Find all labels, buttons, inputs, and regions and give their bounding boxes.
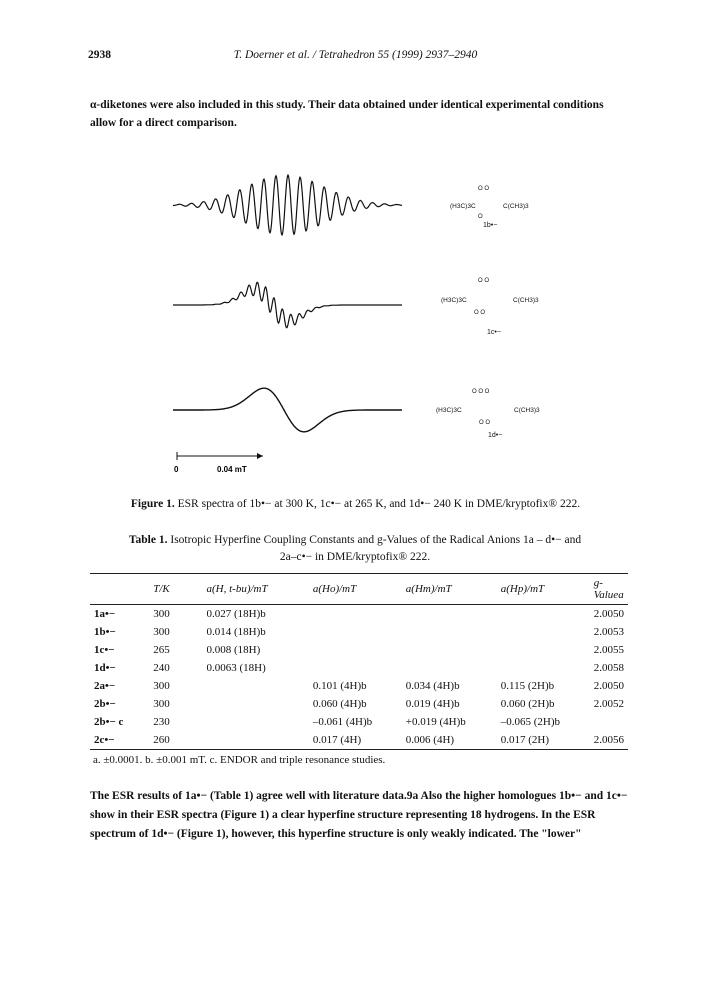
- svg-text:O O O: O O O: [472, 389, 490, 395]
- table-header: a(Hm)/mT: [402, 574, 497, 605]
- structure-1c-left-group: (H3C)3C: [441, 297, 467, 304]
- body-paragraph: The ESR results of 1a•− (Table 1) agree well with literature data.9a Also the higher homologues 1b•− and 1c•− show in their ESR spectra (Figure 1) a clear hyperfine structure representing 18 hydrogens. In the ESR spectrum of 1d•− (Figure 1), however, this hyperfine structure is only weakly indicated. The "lower": [90, 790, 628, 840]
- table-row: 2b•− 300 0.060 (4H)b 0.019 (4H)b 0.060 (2H)b 2.0052: [94, 698, 624, 710]
- scale-bar: [174, 452, 263, 474]
- table-title: [120, 532, 590, 566]
- table-header: g-Valuea: [590, 574, 628, 605]
- structure-1b-label: 1b•−: [483, 222, 498, 229]
- table-header: T/K: [149, 574, 202, 605]
- svg-text:O O: O O: [478, 186, 490, 192]
- table-row: 2b•− c 230 –0.061 (4H)b +0.019 (4H)b –0.065 (2H)b: [94, 716, 561, 728]
- table-footnote: a. ±0.0001. b. ±0.001 mT. c. ENDOR and triple resonance studies.: [93, 754, 386, 766]
- hyperfine-table: [90, 573, 628, 750]
- table-header: [90, 574, 149, 605]
- structure-1b: [450, 186, 529, 229]
- table-row: 1c•− 265 0.008 (18H) 2.0055: [94, 644, 624, 656]
- structure-1c-right-group: C(CH3)3: [513, 297, 539, 304]
- esr-spectrum-1c: [173, 282, 402, 327]
- table-row: 1b•− 300 0.014 (18H)b 2.0053: [94, 626, 624, 638]
- table-title-label: Table 1.: [128, 534, 168, 546]
- table-title-text: Isotropic Hyperfine Coupling Constants and g-Values of the Radical Anions 1a – d•− and 2a–c•− in DME/kryptofix® 222.: [170, 534, 582, 563]
- scale-bar-start: 0: [174, 465, 179, 474]
- structure-1b-left-group: (H3C)3C: [450, 203, 476, 210]
- structure-1c-label: 1c•−: [487, 329, 501, 336]
- table-row: 1d•− 240 0.0063 (18H) 2.0058: [94, 662, 624, 674]
- structure-1d-left-group: (H3C)3C: [436, 407, 462, 414]
- svg-text:O O: O O: [478, 278, 490, 284]
- svg-text:O O: O O: [474, 310, 486, 316]
- page-number: 2938: [88, 49, 111, 61]
- table-header-row: [90, 574, 628, 605]
- figure-caption: [0, 498, 711, 510]
- structure-1d-right-group: C(CH3)3: [514, 407, 540, 414]
- running-head: T. Doerner et al. / Tetrahedron 55 (1999) 2937–2940: [233, 49, 478, 61]
- esr-spectrum-1d: [173, 388, 402, 432]
- structure-1b-right-group: C(CH3)3: [503, 203, 529, 210]
- figure-caption-text: ESR spectra of 1b•− at 300 K, 1c•− at 265 K, and 1d•− 240 K in DME/kryptofix® 222.: [177, 498, 581, 510]
- structure-1d-label: 1d•−: [488, 432, 503, 439]
- table-header: a(Hp)/mT: [497, 574, 590, 605]
- table-header: a(H, t-bu)/mT: [203, 574, 309, 605]
- table-row: 1a•− 300 0.027 (18H)b 2.0050: [94, 608, 624, 620]
- esr-spectrum-1b: [173, 175, 402, 235]
- svg-text:O O: O O: [479, 420, 491, 426]
- intro-paragraph: α-diketones were also included in this study. Their data obtained under identical experimental conditions allow for a direct comparison.: [90, 99, 604, 129]
- structure-1c: [441, 278, 539, 336]
- structure-1d: [436, 389, 540, 439]
- figure-caption-label: Figure 1.: [130, 498, 175, 510]
- svg-text:O: O: [478, 214, 483, 220]
- table-row: 2c•− 260 0.017 (4H) 0.006 (4H) 0.017 (2H) 2.0056: [90, 731, 628, 750]
- table-header: a(Ho)/mT: [309, 574, 402, 605]
- scale-bar-end: 0.04 mT: [217, 465, 247, 474]
- table-row: 2a•− 300 0.101 (4H)b 0.034 (4H)b 0.115 (2H)b 2.0050: [94, 680, 624, 692]
